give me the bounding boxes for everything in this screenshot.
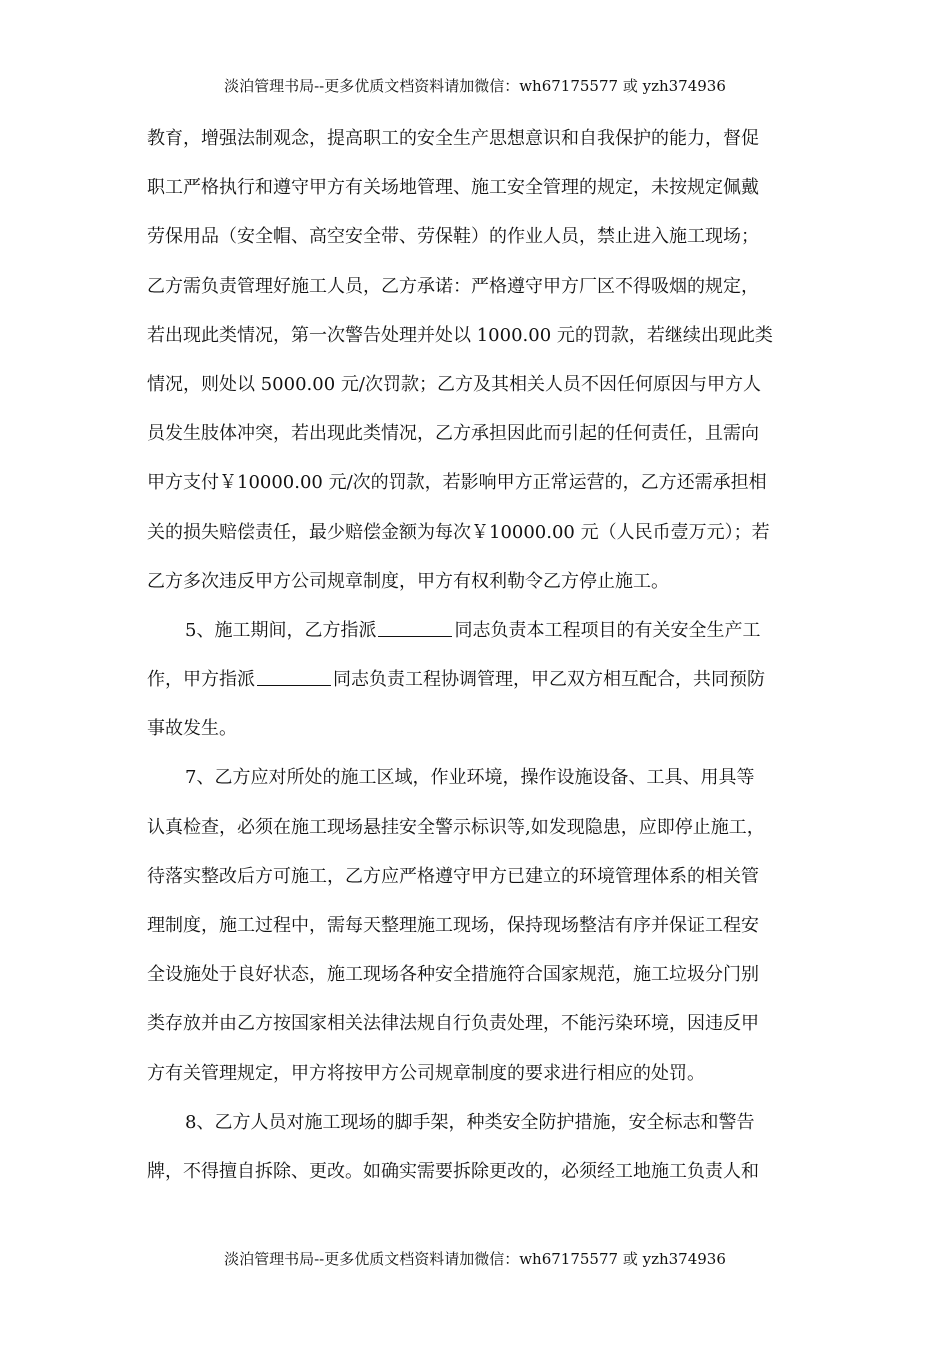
text-line: 待落实整改后方可施工，乙方应严格遵守甲方已建立的环境管理体系的相关管 xyxy=(147,865,759,887)
text-line: 劳保用品（安全帽、高空安全带、劳保鞋）的作业人员，禁止进入施工现场； xyxy=(147,226,759,248)
text-segment: 同志负责本工程项目的有关安全生产工 xyxy=(454,619,761,641)
text-line: 全设施处于良好状态，施工现场各种安全措施符合国家规范，施工垃圾分门别 xyxy=(147,964,759,986)
text-line: 方有关管理规定，甲方将按甲方公司规章制度的要求进行相应的处罚。 xyxy=(147,1062,705,1084)
text-line: 8、乙方人员对施工现场的脚手架，种类安全防护措施，安全标志和警告 xyxy=(185,1111,755,1133)
text-line: 理制度，施工过程中，需每天整理施工现场，保持现场整洁有序并保证工程安 xyxy=(147,915,759,936)
paragraph-5-line-2 xyxy=(147,655,807,704)
text-line: 情况，则处以 5000.00 元/次罚款；乙方及其相关人员不因任何原因与甲方人 xyxy=(147,373,761,395)
page-header: 淡泊管理书局--更多优质文档资料请加微信：wh67175577 或 yzh374936 xyxy=(224,77,726,95)
text-line: 职工严格执行和遵守甲方有关场地管理、施工安全管理的规定，未按规定佩戴 xyxy=(147,177,759,199)
text-line: 乙方多次违反甲方公司规章制度，甲方有权利勒令乙方停止施工。 xyxy=(147,570,669,592)
fill-in-blank xyxy=(378,618,452,637)
fill-in-blank xyxy=(257,667,331,686)
text-line: 乙方需负责管理好施工人员，乙方承诺：严格遵守甲方厂区不得吸烟的规定， xyxy=(147,275,759,297)
text-segment: 5、施工期间，乙方指派 xyxy=(185,619,377,641)
text-line: 类存放并由乙方按国家相关法律法规自行负责处理，不能污染环境，因违反甲 xyxy=(147,1013,759,1035)
text-line: 关的损失赔偿责任，最少赔偿金额为每次￥10000.00 元（人民币壹万元）；若 xyxy=(147,521,770,543)
text-line: 认真检查，必须在施工现场悬挂安全警示标识等,如发现隐患，应即停止施工， xyxy=(147,816,765,838)
text-line: 教育，增强法制观念，提高职工的安全生产思想意识和自我保护的能力，督促 xyxy=(147,128,759,149)
paragraph-5-line-1 xyxy=(147,606,807,655)
text-segment: 作，甲方指派 xyxy=(147,669,255,691)
text-line: 若出现此类情况，第一次警告处理并处以 1000.00 元的罚款，若继续出现此类 xyxy=(147,324,773,346)
text-line: 事故发生。 xyxy=(147,718,237,740)
text-line: 甲方支付￥10000.00 元/次的罚款，若影响甲方正常运营的，乙方还需承担相 xyxy=(147,472,767,494)
text-line: 牌，不得擅自拆除、更改。如确实需要拆除更改的，必须经工地施工负责人和 xyxy=(147,1160,759,1182)
document-body xyxy=(147,114,807,1196)
text-line: 员发生肢体冲突，若出现此类情况，乙方承担因此而引起的任何责任，且需向 xyxy=(147,423,759,445)
text-line: 7、乙方应对所处的施工区域，作业环境，操作设施设备、工具、用具等 xyxy=(185,767,755,789)
page-footer: 淡泊管理书局--更多优质文档资料请加微信：wh67175577 或 yzh374936 xyxy=(224,1250,726,1268)
text-segment: 同志负责工程协调管理，甲乙双方相互配合，共同预防 xyxy=(333,669,765,691)
